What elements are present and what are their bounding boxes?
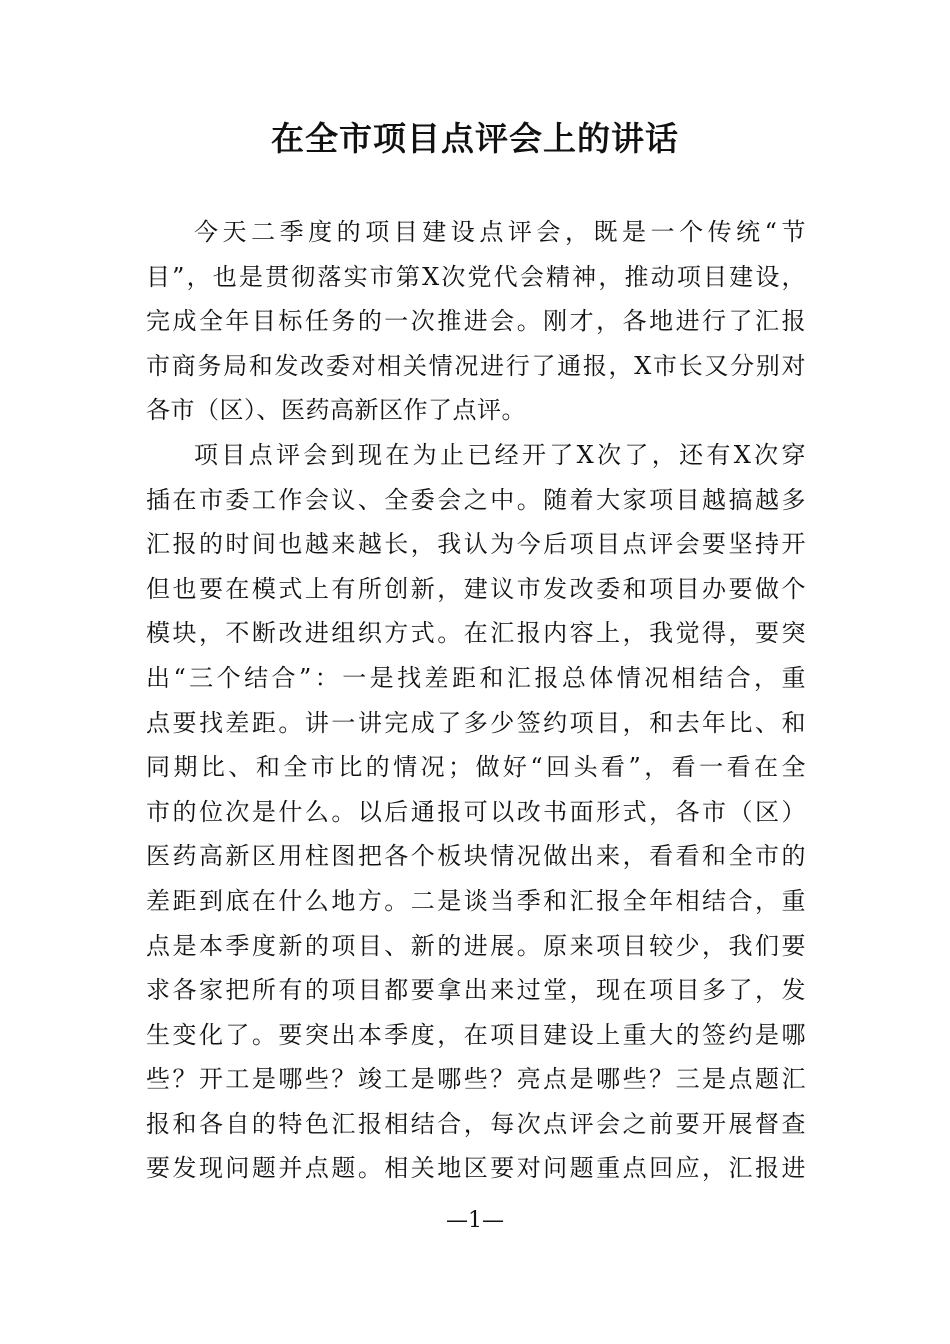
body-line: 目”，也是贯彻落实市第X次党代会精神，推动项目建设， — [146, 262, 806, 291]
body-line: 点是本季度新的项目、新的进展。原来项目较少，我们要 — [146, 931, 806, 960]
body-line: 要发现问题并点题。相关地区要对问题重点回应，汇报进 — [146, 1154, 806, 1183]
body-line: 出“三个结合”：一是找差距和汇报总体情况相结合，重 — [146, 663, 806, 692]
body-line: 同期比、和全市比的情况；做好“回头看”，看一看在全 — [146, 753, 806, 782]
body-line: 但也要在模式上有所创新，建议市发改委和项目办要做个 — [146, 574, 806, 603]
document-body — [146, 210, 806, 1191]
body-line: 医药高新区用柱图把各个板块情况做出来，看看和全市的 — [146, 842, 806, 871]
body-line: 些？开工是哪些？竣工是哪些？亮点是哪些？三是点题汇 — [146, 1065, 806, 1094]
document-title: 在全市项目点评会上的讲话 — [271, 119, 679, 158]
body-line: 市商务局和发改委对相关情况进行了通报，X市长又分别对 — [146, 351, 806, 380]
body-line: 项目点评会到现在为止已经开了X次了，还有X次穿 — [194, 440, 806, 469]
body-line: 今天二季度的项目建设点评会，既是一个传统“节 — [194, 218, 806, 246]
body-line: 各市（区）、医药高新区作了点评。 — [146, 396, 526, 425]
body-line: 点要找差距。讲一讲完成了多少签约项目，和去年比、和 — [146, 708, 806, 737]
body-line: 汇报的时间也越来越长，我认为今后项目点评会要坚持开 — [146, 530, 806, 559]
page-number: —1— — [446, 1208, 504, 1233]
body-line: 模块，不断改进组织方式。在汇报内容上，我觉得，要突 — [146, 619, 806, 648]
body-line: 报和各自的特色汇报相结合，每次点评会之前要开展督查 — [146, 1109, 806, 1138]
body-line: 求各家把所有的项目都要拿出来过堂，现在项目多了，发 — [146, 976, 806, 1005]
body-line: 差距到底在什么地方。二是谈当季和汇报全年相结合，重 — [146, 886, 806, 915]
body-line: 完成全年目标任务的一次推进会。刚才，各地进行了汇报 — [146, 307, 806, 336]
body-line: 市的位次是什么。以后通报可以改书面形式，各市（区） — [146, 797, 806, 826]
body-line: 插在市委工作会议、全委会之中。随着大家项目越搞越多 — [146, 485, 806, 514]
body-line: 生变化了。要突出本季度，在项目建设上重大的签约是哪 — [146, 1020, 806, 1049]
